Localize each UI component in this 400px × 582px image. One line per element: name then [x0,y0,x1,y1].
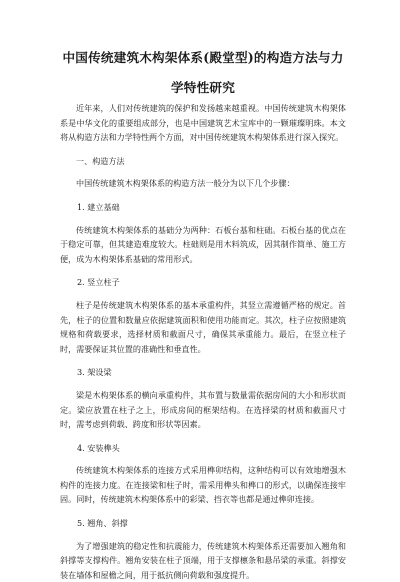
step-paragraph-4: 传统建筑木构架体系的连接方式采用榫卯结构，这种结构可以有效地增强木构件的连接力度。在连接梁和柱子时，需采用榫头和榫口的形式，以确保连接牢固。同时，传统建筑木构架体系中的彩梁、挡衣等也都是通过榫卯连接。 [60,465,346,505]
document-body [60,101,346,582]
step-paragraph-2: 柱子是传统建筑木构架体系的基本承重构件，其竖立需遵循严格的规定。首先，柱子的位置和数量应依据建筑面积和使用功能而定。其次，柱子应按照建筑规格和荷载要求，选择材质和截面尺寸，确保其承重能力。最后，在竖立柱子时，需要保证其位置的准确性和垂直性。 [60,299,346,354]
section-heading: 一、构造方法 [76,155,125,166]
intro-paragraph: 近年来，人们对传统建筑的保护和发扬越来越重视。中国传统建筑木构架体系是中华文化的重要组成部分，也是中国建筑艺术宝库中的一颗璀璨明珠。本文将从构造方法和力学特性两个方面，对中国传统建筑木构架体系进行深入探究。 [60,103,346,143]
step-paragraph-3: 梁是木构架体系的横向承重构件，其布置与数量需依据房间的大小和形状而定。梁应放置在柱子之上，形成房间的框架结构。在选择梁的材质和截面尺寸时，需考虑到荷载、跨度和形状等因素。 [60,389,346,430]
document-title-line-1: 中国传统建筑木构架体系(殿堂型)的构造方法与力 [62,50,344,65]
step-heading-5: 5. 翘角、斜撑 [77,518,128,529]
step-heading-4: 4. 安装榫头 [77,442,120,453]
step-paragraph-5: 为了增强建筑的稳定性和抗震能力，传统建筑木构架体系还需要加入翘角和斜撑等支撑构件。翘角安装在柱子顶端，用于支撑檩条和悬吊梁的承重。斜撑安装在墙体和屋檐之间，用于抵抗侧向荷载和强度提升。 [60,540,346,580]
step-heading-1: 1. 建立基础 [77,201,120,212]
section-lead-paragraph: 中国传统建筑木构架体系的构造方法一般分为以下几个步骤： [76,178,295,189]
step-heading-3: 3. 架设梁 [77,367,112,378]
step-heading-2: 2. 竖立柱子 [77,277,120,288]
document-title-line-2: 学特性研究 [171,80,235,95]
step-paragraph-1: 传统建筑木构架体系的基础分为两种：石板台基和柱础。石板台基的优点在于稳定可靠，但其建造难度较大。柱础则是用木料筑成，因其制作简单、施工方便，成为木构架体系基础的常用形式。 [60,224,346,264]
